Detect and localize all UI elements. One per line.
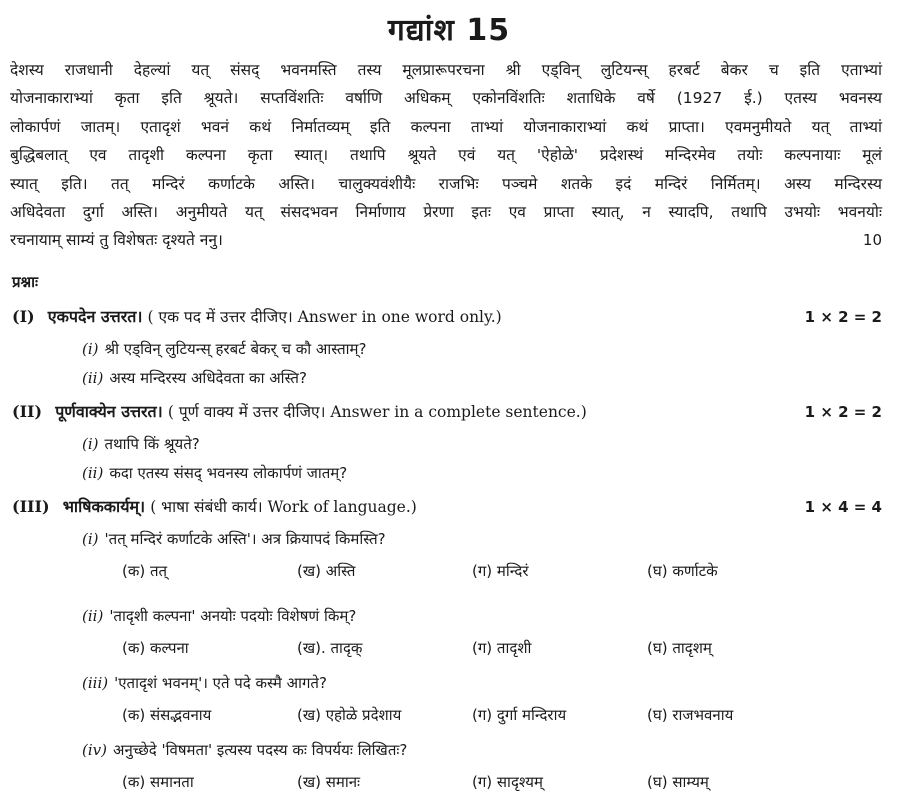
option: (ख) अस्ति (297, 562, 356, 580)
question: (i) श्री एड्विन् लुटियन्स् हरबर्ट बेकर् च कौ आस्ताम्? (82, 340, 367, 358)
section-marks: 1 × 4 = 4 (804, 498, 882, 516)
option: (घ) साम्यम् (647, 773, 709, 791)
question: (ii) कदा एतस्य संसद् भवनस्य लोकार्पणं जातम्? (82, 464, 348, 482)
passage-line: रचनायाम् साम्यं तु विशेषतः दृश्यते ननु। (10, 231, 223, 250)
passage-line: अधिदेवता दुर्गा अस्ति। अनुमीयते यत् संसदभवन निर्माणाय प्रेरणा इतः एव प्राप्ता स्यात्, न स्यादपि, तथापि उभयोः भवनयोः (10, 203, 882, 222)
option: (क) तत् (122, 562, 168, 580)
section-marks: 1 × 2 = 2 (804, 403, 882, 421)
section-marks: 1 × 2 = 2 (804, 308, 882, 326)
options (122, 765, 882, 803)
passage-line: लोकार्पणं जातम्। एतादृशं भवनं कथं निर्मातव्यम् इति कल्पना ताभ्यां योजनाकाराभ्यां कथं प्राप्ता। एवमनुमीयते यत् ताभ्यां (10, 117, 882, 136)
section-title: पूर्णवाक्येन उत्तरत। (55, 402, 163, 421)
passage-line: योजनाकाराभ्यां कृता इति श्रूयते। सप्तविंशतिः वर्षाणि अधिकम् एकोनविंशतिः शताधिके वर्षे (1927 ई.) एतस्य भवनस्य (10, 89, 882, 108)
questions-heading: प्रश्नाः (12, 273, 39, 291)
question: (ii) 'तादृशी कल्पना' अनयोः पदयोः विशेषणं किम्? (82, 607, 357, 625)
section-title: एकपदेन उत्तरत। (47, 307, 143, 326)
section-instruction: ( भाषा संबंधी कार्य। Work of language.) (150, 498, 417, 516)
option: (ग) तादृशी (472, 639, 532, 657)
passage-line: स्यात् इति। तत् मन्दिरं कर्णाटके अस्ति। चालुक्यवंशीयैः राजभिः पञ्चमे शतके इदं मन्दिरं निर्मितम्। अस्य मन्दिरस्य (10, 174, 882, 193)
option: (ख) समानः (297, 773, 361, 791)
option: (क) संसद्भवनाय (122, 706, 212, 724)
passage-last-line (10, 226, 882, 254)
options (122, 698, 882, 736)
question: (i) तथापि किं श्रूयते? (82, 435, 200, 453)
section-3 (12, 495, 882, 803)
question: (iv) अनुच्छेदे 'विषमता' इत्यस्य पदस्य कः विपर्ययः लिखितः? (82, 741, 408, 759)
section-number: (II) (12, 402, 43, 421)
question: (i) 'तत् मन्दिरं कर्णाटके अस्ति'। अत्र क्रियापदं किमस्ति? (82, 530, 386, 548)
option: (घ) राजभवनाय (647, 706, 734, 724)
page-title: गद्यांश 15 (387, 13, 511, 48)
passage-line: देशस्य राजधानी देहल्यां यत् संसद् भवनमस्ति तस्य मूलप्रारूपरचना श्री एड्विन् लुटियन्स् हरबर्ट बेकर च इति एताभ्यां (10, 61, 882, 79)
option: (ग) मन्दिरं (472, 562, 529, 580)
section-instruction: ( पूर्ण वाक्य में उत्तर दीजिए। Answer in a complete sentence.) (167, 403, 587, 421)
section-number: (I) (12, 307, 35, 326)
option: (क) समानता (122, 773, 194, 791)
option: (ख) एहोळे प्रदेशाय (297, 706, 402, 724)
option: (ग) दुर्गा मन्दिराय (472, 706, 567, 724)
question: (ii) अस्य मन्दिरस्य अधिदेवता का अस्ति? (82, 369, 307, 387)
options (122, 631, 882, 669)
section-title: भाषिककार्यम्। (62, 497, 146, 516)
option: (ख). तादृक् (297, 639, 363, 657)
option: (ग) सादृश्यम् (472, 773, 543, 791)
options (122, 554, 882, 592)
option: (क) कल्पना (122, 639, 189, 657)
section-1 (12, 305, 882, 393)
passage (10, 56, 882, 255)
section-number: (III) (12, 497, 50, 516)
option: (घ) तादृशम् (647, 639, 712, 657)
question: (iii) 'एतादृशं भवनम्'। एते पदे कस्मै आगते? (82, 674, 327, 692)
option: (घ) कर्णाटके (647, 562, 718, 580)
section-2 (12, 400, 882, 488)
passage-line: बुद्धिबलात् एव तादृशी कल्पना कृता स्यात्। तथापि श्रूयते एवं यत् 'ऐहोळे' प्रदेशस्थं मन्दिरमेव तयोः कल्पनायाः मूलं (10, 146, 882, 165)
section-instruction: ( एक पद में उत्तर दीजिए। Answer in one word only.) (147, 308, 502, 326)
line-number: 10 (862, 231, 882, 250)
